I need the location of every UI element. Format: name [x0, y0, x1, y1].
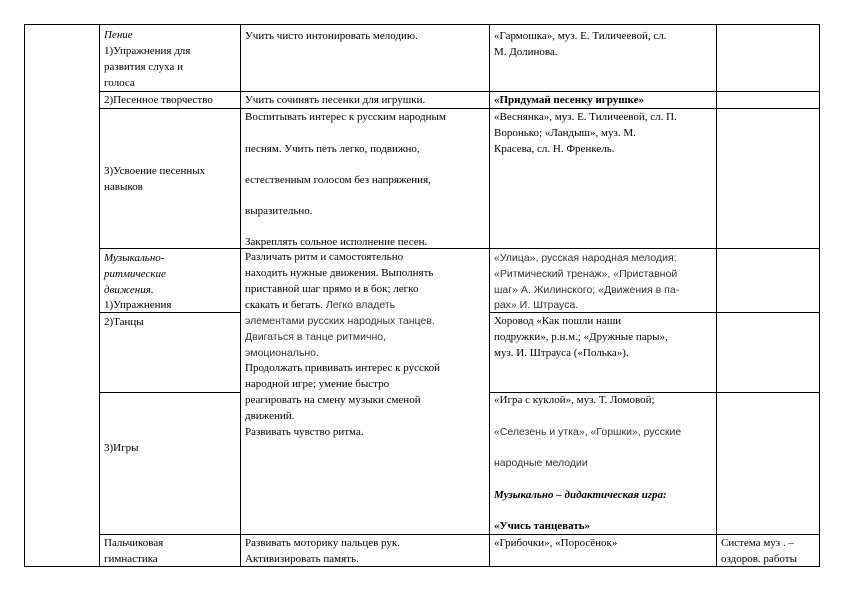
table-border-top — [24, 24, 820, 25]
table-border-right — [819, 24, 820, 567]
repertoire-text: «Игра с куклой», муз. Т. Ломовой; — [494, 394, 655, 406]
goal-text: Развивать чувство ритма. — [245, 426, 364, 438]
goal-text: народной игре; умение быстро — [245, 378, 390, 390]
goal-text: движений. — [245, 410, 295, 422]
goal-text: Воспитывать интерес к русским народным — [245, 111, 446, 123]
goal-text: Двигаться в танце ритмично, — [245, 331, 386, 343]
song-skills-label: навыков — [104, 181, 143, 193]
column-divider-4 — [716, 24, 717, 567]
goal-text: Активизировать память. — [245, 553, 359, 565]
column-divider-1 — [99, 24, 100, 567]
singing-exercises-label: развития слуха и — [104, 61, 184, 73]
goal-text: приставной шаг прямо и в бок; легко — [245, 283, 419, 295]
repertoire-text: народные мелодии — [494, 457, 588, 469]
goal-text: естественным голосом без напряжения, — [245, 174, 431, 186]
goal-text-part: скакать и бегать. — [245, 299, 323, 311]
repertoire-text: Музыкально – дидактическая игра: — [494, 489, 667, 501]
movement-heading: движения. — [104, 284, 154, 296]
repertoire-text: «Ритмический тренаж», «Приставной — [494, 268, 678, 280]
column-divider-3 — [489, 24, 490, 567]
dances-label: 2)Танцы — [104, 316, 144, 328]
repertoire-text: шаг» А. Жилинского; «Движения в па- — [494, 284, 680, 296]
repertoire-text: «Учись танцевать» — [494, 520, 591, 532]
movement-heading: ритмические — [104, 268, 166, 280]
singing-exercises-label: голоса — [104, 77, 135, 89]
goal-text: Продолжать прививать интерес к русской — [245, 362, 441, 374]
repertoire-text: «Веснянка», муз. Е. Тиличеевой, сл. П. — [494, 111, 677, 123]
repertoire-text: М. Долинова. — [494, 46, 558, 58]
goal-text: находить нужные движения. Выполнять — [245, 267, 434, 279]
song-skills-label: 3)Усвоение песенных — [104, 165, 206, 177]
notes-text: Система муз . – — [721, 537, 794, 549]
goal-text: эмоционально. — [245, 347, 319, 359]
repertoire-text: рах» И. Штрауса. — [494, 299, 579, 311]
repertoire-text: «Улица», русская народная мелодия; — [494, 252, 677, 264]
row-divider — [99, 392, 240, 393]
movement-heading: Музыкально- — [104, 252, 165, 264]
goal-text: элементами русских народных танцев. — [245, 315, 435, 327]
repertoire-text: Воронько; «Ландыш», муз. М. — [494, 127, 636, 139]
goal-text: песням. Учить петь легко, подвижно, — [245, 143, 420, 155]
row-divider — [99, 108, 820, 109]
repertoire-text: «Гармошка», муз. Е. Тиличеевой, сл. — [494, 30, 667, 42]
row-divider — [99, 534, 820, 535]
repertoire-text: «Селезень и утка», «Горшки», русские — [494, 426, 682, 438]
goal-text: Различать ритм и самостоятельно — [245, 251, 404, 263]
repertoire-text: подружки», р.н.м.; «Дружные пары», — [494, 331, 668, 343]
goal-text: Развивать моторику пальцев рук. — [245, 537, 400, 549]
repertoire-text: муз. И. Штрауса («Полька»). — [494, 347, 629, 359]
singing-exercises-label: 1)Упражнения для — [104, 45, 191, 57]
goal-text — [245, 297, 395, 313]
singing-heading: Пение — [104, 29, 133, 41]
goal-text-part: Легко владеть — [322, 299, 396, 311]
goal-text: реагировать на смену музыки сменой — [245, 394, 421, 406]
notes-text: оздоров. работы — [721, 553, 797, 565]
games-label: 3)Игры — [104, 442, 139, 454]
column-divider-2 — [240, 24, 241, 567]
goal-text: Учить сочинять песенки для игрушки. — [245, 94, 426, 106]
row-divider — [99, 248, 820, 249]
repertoire-text: Красева, сл. Н. Френкель. — [494, 143, 615, 155]
repertoire-text: «Придумай песенку игрушке» — [494, 94, 644, 106]
finger-gymnastics-label: гимнастика — [104, 553, 158, 565]
goal-text: выразительно. — [245, 205, 313, 217]
table-border-left — [24, 24, 25, 567]
finger-gymnastics-label: Пальчиковая — [104, 537, 164, 549]
repertoire-text: Хоровод «Как пошли наши — [494, 315, 622, 327]
goal-text: Учить чисто интонировать мелодию. — [245, 30, 418, 42]
repertoire-text: «Грибочки», «Поросёнок» — [494, 537, 618, 549]
goal-text: Закреплять сольное исполнение песен. — [245, 236, 428, 248]
song-creativity-label: 2)Песенное творчество — [104, 94, 213, 106]
movement-exercises-label: 1)Упражнения — [104, 299, 172, 311]
